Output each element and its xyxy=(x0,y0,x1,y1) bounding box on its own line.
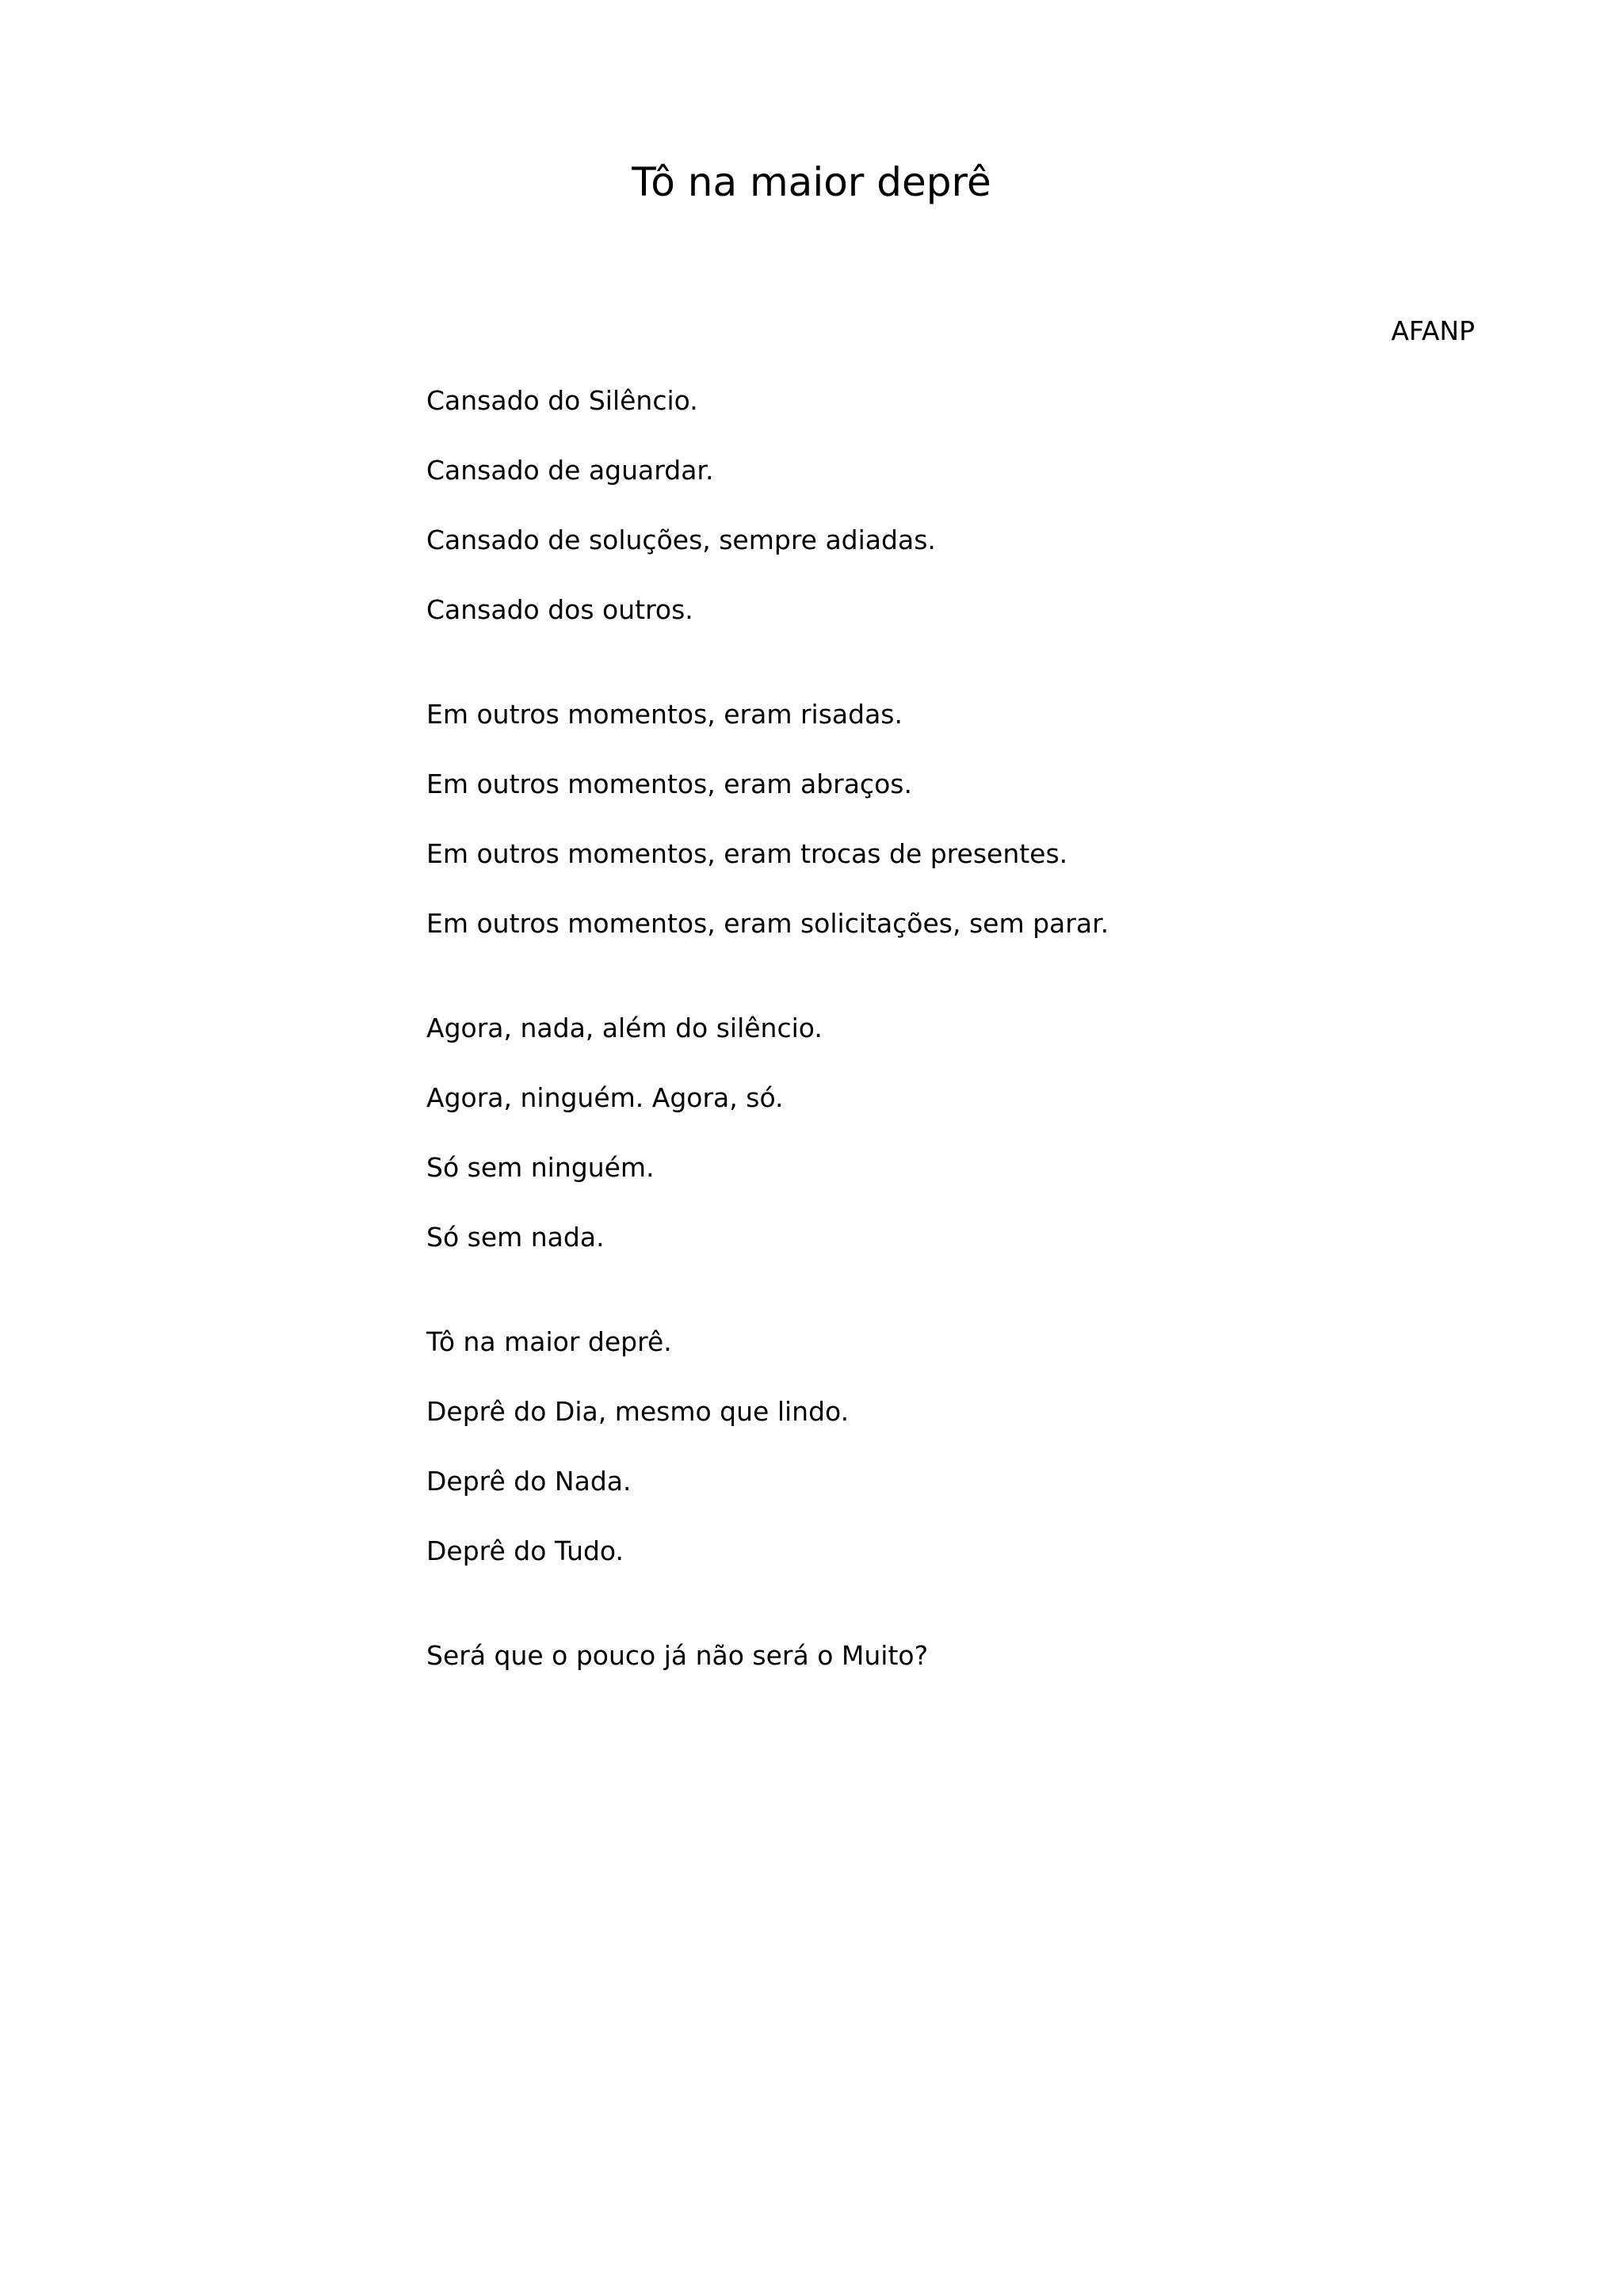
stanza-5 xyxy=(426,1638,1536,1673)
poem-line: Deprê do Dia, mesmo que lindo. xyxy=(426,1396,850,1427)
poem-line: Cansado de aguardar. xyxy=(426,455,714,486)
poem-line: Agora, nada, além do silêncio. xyxy=(426,1013,823,1043)
poem-line: Em outros momentos, eram risadas. xyxy=(426,699,903,730)
poem-author: AFANP xyxy=(1391,315,1475,346)
poem-line: Em outros momentos, eram abraços. xyxy=(426,769,912,799)
poem-line: Deprê do Tudo. xyxy=(426,1535,624,1566)
stanza-4 xyxy=(426,1325,1536,1569)
poem-line: Em outros momentos, eram solicitações, sem parar. xyxy=(426,908,1109,939)
poem-line: Cansado do Silêncio. xyxy=(426,385,698,416)
poem-line: Agora, ninguém. Agora, só. xyxy=(426,1082,784,1113)
poem-body xyxy=(426,383,1536,1673)
poem-line: Só sem nada. xyxy=(426,1222,605,1253)
poem-line: Em outros momentos, eram trocas de presentes. xyxy=(426,838,1068,869)
poem-line: Cansado dos outros. xyxy=(426,594,693,625)
poem-title: Tô na maior deprê xyxy=(632,159,991,205)
poem-line: Cansado de soluções, sempre adiadas. xyxy=(426,524,936,555)
poem-line: Só sem ninguém. xyxy=(426,1152,655,1183)
poem-line: Tô na maior deprê. xyxy=(426,1326,672,1357)
poem-line: Será que o pouco já não será o Muito? xyxy=(426,1640,929,1671)
poem-line: Deprê do Nada. xyxy=(426,1466,632,1497)
stanza-1 xyxy=(426,383,1536,627)
stanza-3 xyxy=(426,1011,1536,1255)
stanza-2 xyxy=(426,697,1536,941)
